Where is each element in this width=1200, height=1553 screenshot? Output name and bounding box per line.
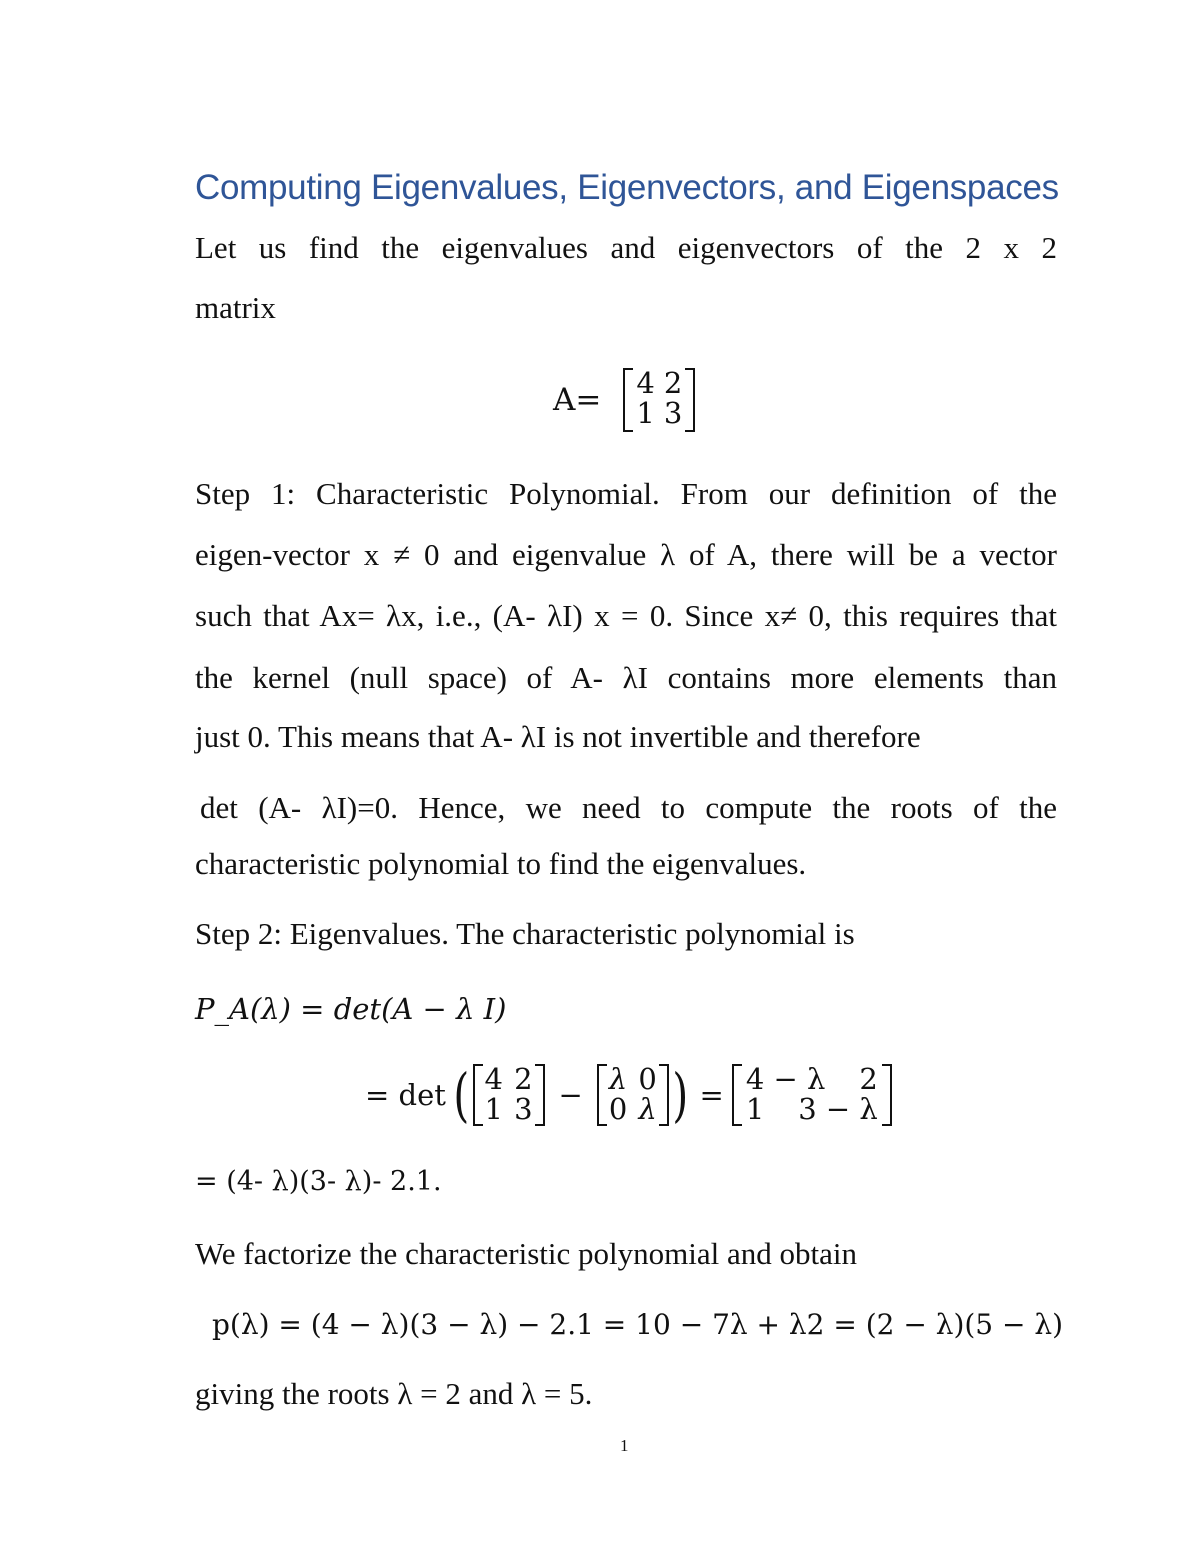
matrix-a	[623, 368, 695, 432]
det-prefix: = det	[365, 1078, 446, 1112]
factorized-equation: p(λ) = (4 − λ)(3 − λ) − 2.1 = 10 − 7λ + λ2 = (2 − λ)(5 − λ)	[212, 1308, 1064, 1341]
equals-sign: =	[699, 1078, 724, 1112]
determinant-matrix-equation	[365, 1062, 892, 1128]
matrix-cell: 0	[638, 1062, 657, 1096]
matrix-a-cell: 3	[663, 396, 683, 430]
step1-line-2: eigen-vector x ≠ 0 and eigenvalue λ of A, there will be a vector	[195, 537, 1057, 572]
matrix-cell: λ	[608, 1062, 628, 1096]
minus-sign: −	[558, 1078, 583, 1112]
matrix-cell: 3	[514, 1092, 533, 1126]
step1-line-4: the kernel (null space) of A- λI contains more elements than	[195, 660, 1057, 695]
matrix-cell: λ	[638, 1092, 657, 1126]
roots-line: giving the roots λ = 2 and λ = 5.	[195, 1376, 593, 1411]
close-paren: )	[672, 1061, 689, 1129]
step1-line-5: just 0. This means that A- λI is not invertible and therefore	[195, 719, 921, 754]
matrix-a-label: A=	[553, 382, 602, 418]
page-number: 1	[620, 1436, 629, 1455]
open-paren: (	[453, 1061, 470, 1129]
matrix-a-equation	[553, 368, 695, 432]
polynomial-expansion: = (4- λ)(3- λ)- 2.1.	[195, 1166, 442, 1197]
matrix-a-cell: 2	[663, 366, 683, 400]
matrix-m2	[597, 1064, 669, 1126]
step1-line-3: such that Ax= λx, i.e., (A- λI) x = 0. Since x≠ 0, this requires that	[195, 598, 1057, 633]
page-title: Computing Eigenvalues, Eigenvectors, and Eigenspaces	[195, 168, 1059, 207]
step1-line-7: characteristic polynomial to find the eigenvalues.	[195, 846, 807, 881]
step1-line-6: det (A- λI)=0. Hence, we need to compute the roots of the	[200, 790, 1057, 825]
matrix-cell: 1	[484, 1092, 503, 1126]
factorize-text: We factorize the characteristic polynomial and obtain	[195, 1236, 857, 1271]
step2-line-1: Step 2: Eigenvalues. The characteristic polynomial is	[195, 916, 855, 951]
matrix-a-cell: 4	[636, 366, 655, 400]
matrix-cell: 4	[484, 1062, 503, 1096]
matrix-m3	[732, 1064, 892, 1126]
matrix-m1	[473, 1064, 545, 1126]
matrix-cell: 1	[745, 1092, 765, 1126]
characteristic-polynomial-definition: P_A(λ) = det(A − λ I)	[195, 992, 507, 1026]
matrix-cell: 4 − λ	[745, 1062, 826, 1096]
matrix-cell: 3 − λ	[798, 1092, 878, 1126]
step1-line-1: Step 1: Characteristic Polynomial. From our definition of the	[195, 476, 1057, 511]
matrix-cell: 0	[608, 1092, 628, 1126]
intro-line-1: Let us find the eigenvalues and eigenvectors of the 2 x 2	[195, 230, 1057, 265]
matrix-a-cell: 1	[636, 396, 655, 430]
matrix-cell: 2	[514, 1062, 533, 1096]
matrix-cell: 2	[859, 1062, 878, 1096]
intro-line-2: matrix	[195, 290, 276, 325]
